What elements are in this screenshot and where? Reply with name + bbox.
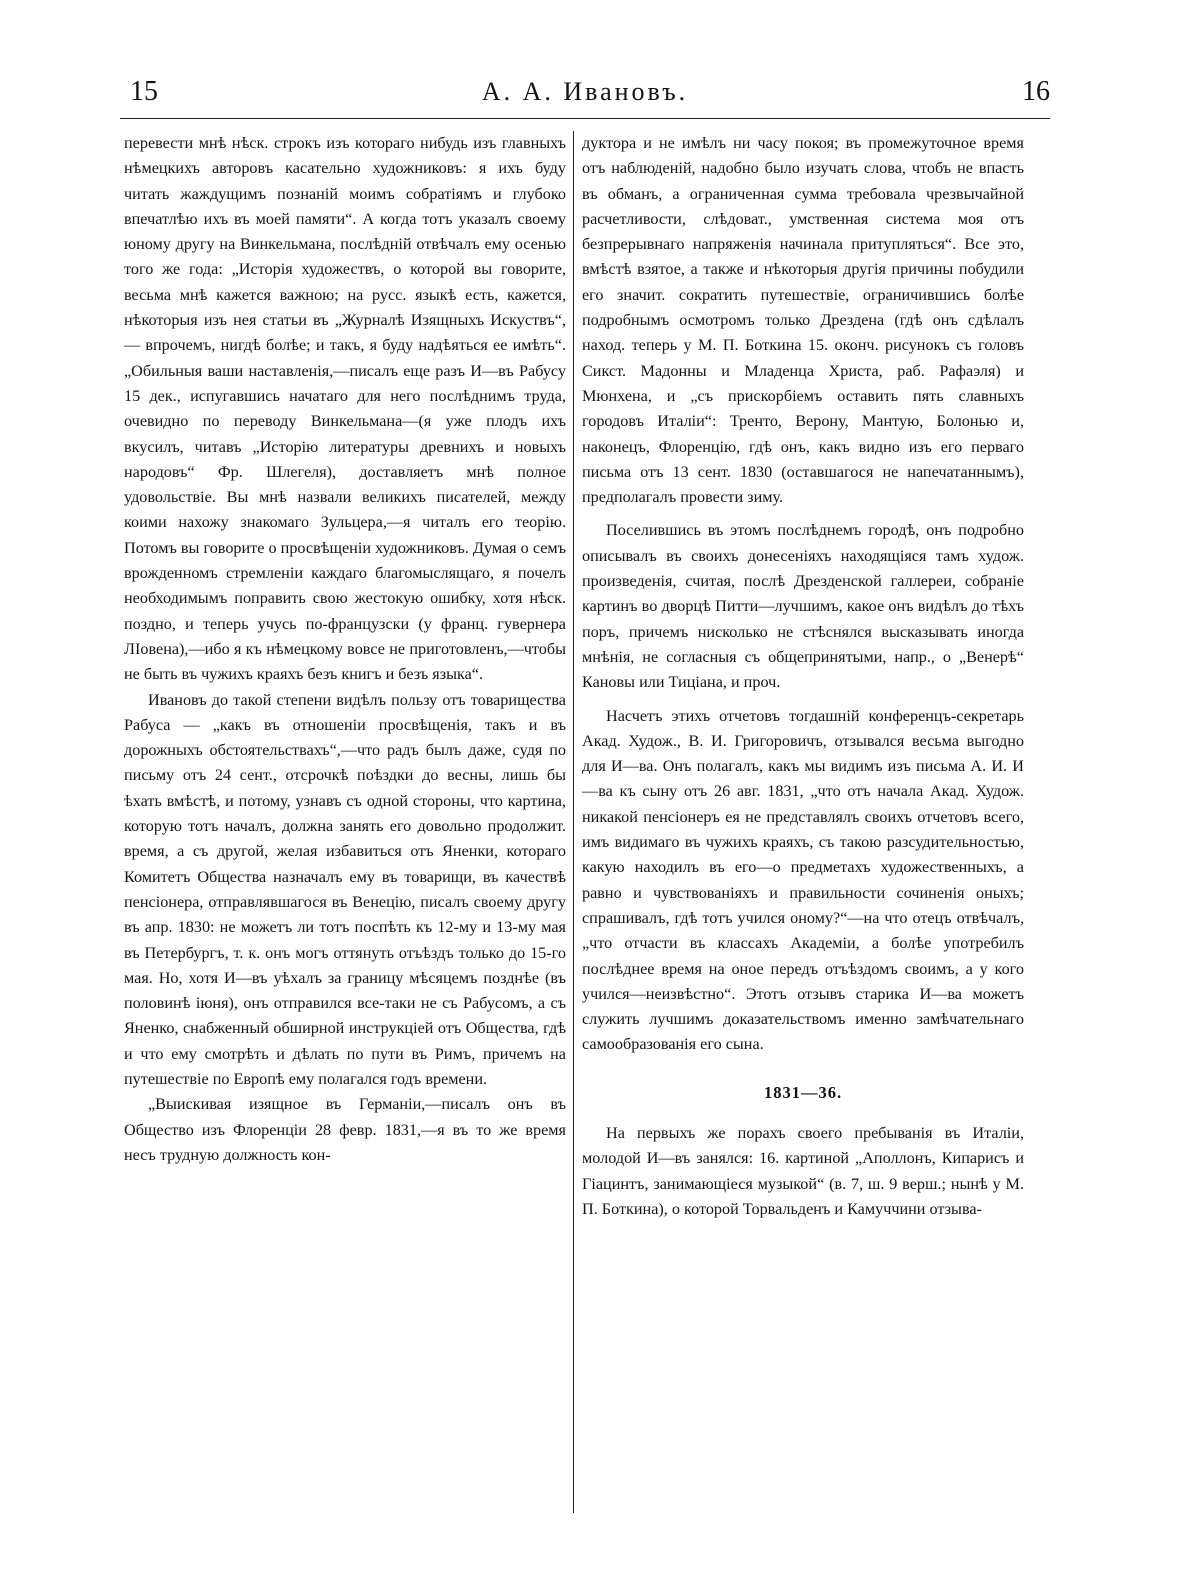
section-heading: 1831—36. xyxy=(763,1082,843,1102)
paragraph: „Выискивая изящное въ Германіи,—писалъ онъ въ Общество изъ Флоренціи 28 февр. 1831,—я въ то же время несъ трудную должность кон- xyxy=(124,1095,566,1164)
running-header xyxy=(120,72,1050,116)
header-rule xyxy=(120,118,1050,119)
paragraph: Ивановъ до такой степени видѣлъ пользу отъ товарищества Рабуса — „какъ въ отношеніи просвѣщенія, такъ и въ дорожныхъ обстоятельствахъ“,—что радъ былъ даже, судя по письму отъ 24 сент., отсрочкѣ поѣздки до весны, лишь бы ѣхать вмѣстѣ, и потому, узнавъ съ одной стороны, что картина, которую тотъ началъ, должна занять его довольно продолжит. время, а съ другой, желая избавиться отъ Яненки, котораго Комитетъ Общества назначалъ ему въ товарищи, въ качествѣ пенсіонера, отправлявшагося въ Венецію, писалъ своему другу въ апр. 1830: не можетъ ли тотъ поспѣть къ 12-му и 13-му мая въ Петербургъ, т. к. онъ могъ оттянуть отъѣздъ только до 15-го мая. Но, хотя И—въ уѣхалъ за границу мѣсяцемъ позднѣе (въ половинѣ іюня), онъ отправился все-таки не съ Рабусомъ, а съ Яненко, снабженный обширной инструкціей отъ Общества, гдѣ и что ему смотрѣть и дѣлать по пути въ Римъ, причемъ на путешествіе по Европѣ ему полагался годъ времени. xyxy=(124,690,566,1088)
right-column xyxy=(582,131,1024,1222)
page-number-right: 16 xyxy=(1022,76,1050,107)
left-column xyxy=(124,131,566,1168)
paragraph: На первыхъ же порахъ своего пребыванія въ Италіи, молодой И—въ занялся: 16. картиной „Аполлонъ, Кипарисъ и Гіацинтъ, занимающіеся музыкой“ (в. 7, ш. 9 верш.; нынѣ у М. П. Боткина), о которой Торвальденъ и Камуччини отзыва- xyxy=(582,1123,1024,1218)
paragraph: Насчетъ этихъ отчетовъ тогдашній конференцъ-секретарь Акад. Худож., В. И. Григоровичъ, отзывался весьма выгодно для И—ва. Онъ полагалъ, какъ мы видимъ изъ письма А. И. И—ва къ сыну отъ 26 авг. 1831, „что отъ начала Акад. Худож. никакой пенсіонеръ ея не представлялъ своихъ отчетовъ всего, имъ видимаго въ чужихъ краяхъ, съ такою разсудительностью, какую находилъ въ его—о предметахъ художественныхъ, а равно и чувствованіяхъ и правильности сочиненія оныхъ; спрашивалъ, гдѣ тотъ учился оному?“—на что отецъ отвѣчалъ, „что отчасти въ классахъ Академіи, а болѣе употребилъ послѣднее время на оное передъ отъѣздомъ своимъ, а у кого учился—неизвѣстно“. Этотъ отзывъ старика И—ва можетъ служить лучшимъ доказательствомъ именно замѣчательнаго самообразованія его сына. xyxy=(582,706,1024,1054)
paragraph: перевести мнѣ нѣск. строкъ изъ котораго нибудь изъ главныхъ нѣмецкихъ авторовъ касательно художниковъ: я ихъ буду читать жаждущимъ познаній моимъ собратіямъ и глубоко впечатлѣю ихъ въ моей памяти“. А когда тотъ указалъ своему юному другу на Винкельмана, послѣдній отвѣчалъ ему осенью того же года: „Исторія художествъ, о которой вы говорите, весьма мнѣ кажется важною; на русс. языкѣ есть, кажется, нѣкоторыя изъ нея статьи въ „Журналѣ Изящныхъ Искуствъ“, — впрочемъ, нигдѣ болѣе; и такъ, я буду надѣяться ее имѣть“. „Обильныя ваши наставленія,—писалъ еще разъ И—въ Рабусу 15 дек., испугавшись начатаго для него послѣднимъ труда, очевидно по переводу Винкельмана—(я уже плодъ ихъ вкусилъ, читавъ „Исторію литературы древнихъ и новыхъ народовъ“ Фр. Шлегеля), доставляетъ мнѣ полное удовольствіе. Вы мнѣ назвали великихъ писателей, между коими нахожу знакомаго Зульцера,—я читалъ его теорію. Потомъ вы говорите о просвѣщеніи художниковъ. Думая о семъ врожденномъ стремленіи каждаго благомыслящаго, я почелъ необходимымъ поправить свою жестокую ошибку, хотя нѣск. поздно, и теперь учусь по-французски (у франц. гувернера ЛІовена),—ибо я къ нѣмецкому вовсе не приготовленъ,—чтобы не быть въ чужихъ краяхъ безъ книгъ и безъ языка“. xyxy=(124,134,566,684)
running-title: А. А. Ивановъ. xyxy=(481,77,689,106)
paragraph: Поселившись въ этомъ послѣднемъ городѣ, онъ подробно описывалъ въ своихъ донесеніяхъ находящіяся тамъ худож. произведенія, считая, послѣ Дрезденской галлереи, собраніе картинъ во дворцѣ Питти—лучшимъ, какое онъ видѣлъ до тѣхъ поръ, причемъ нисколько не стѣснялся высказывать иногда мнѣнія, не согласныя съ общепринятыми, напр., о „Венерѣ“ Кановы или Тиціана, и проч. xyxy=(582,521,1024,692)
paragraph: дуктора и не имѣлъ ни часу покоя; въ промежуточное время отъ наблюденій, надобно было изучать слова, чтобъ не впасть въ обманъ, а ограниченная сумма требовала чрезвычайной расчетливости, слѣдоват., умственная система моя отъ безпрерывнаго напряженія начинала притупляться“. Все это, вмѣстѣ взятое, а также и нѣкоторыя другія причины побудили его значит. сократить путешествіе, ограничившись болѣе подробнымъ осмотромъ только Дрездена (гдѣ онъ сдѣлалъ наход. теперь у М. П. Боткина 15. оконч. рисунокъ съ головъ Сикст. Мадонны и Младенца Христа, раб. Рафаэля) и Мюнхена, и „съ прискорбіемъ оставить пять славныхъ городовъ Италіи“: Тренто, Верону, Мантую, Болонью и, наконецъ, Флоренцію, гдѣ онъ, какъ видно изъ его перваго письма отъ 13 сент. 1830 (оставшагося не напечатаннымъ), предполагалъ провести зиму. xyxy=(582,134,1024,507)
column-divider xyxy=(573,131,574,1513)
page-number-left: 15 xyxy=(130,76,158,107)
